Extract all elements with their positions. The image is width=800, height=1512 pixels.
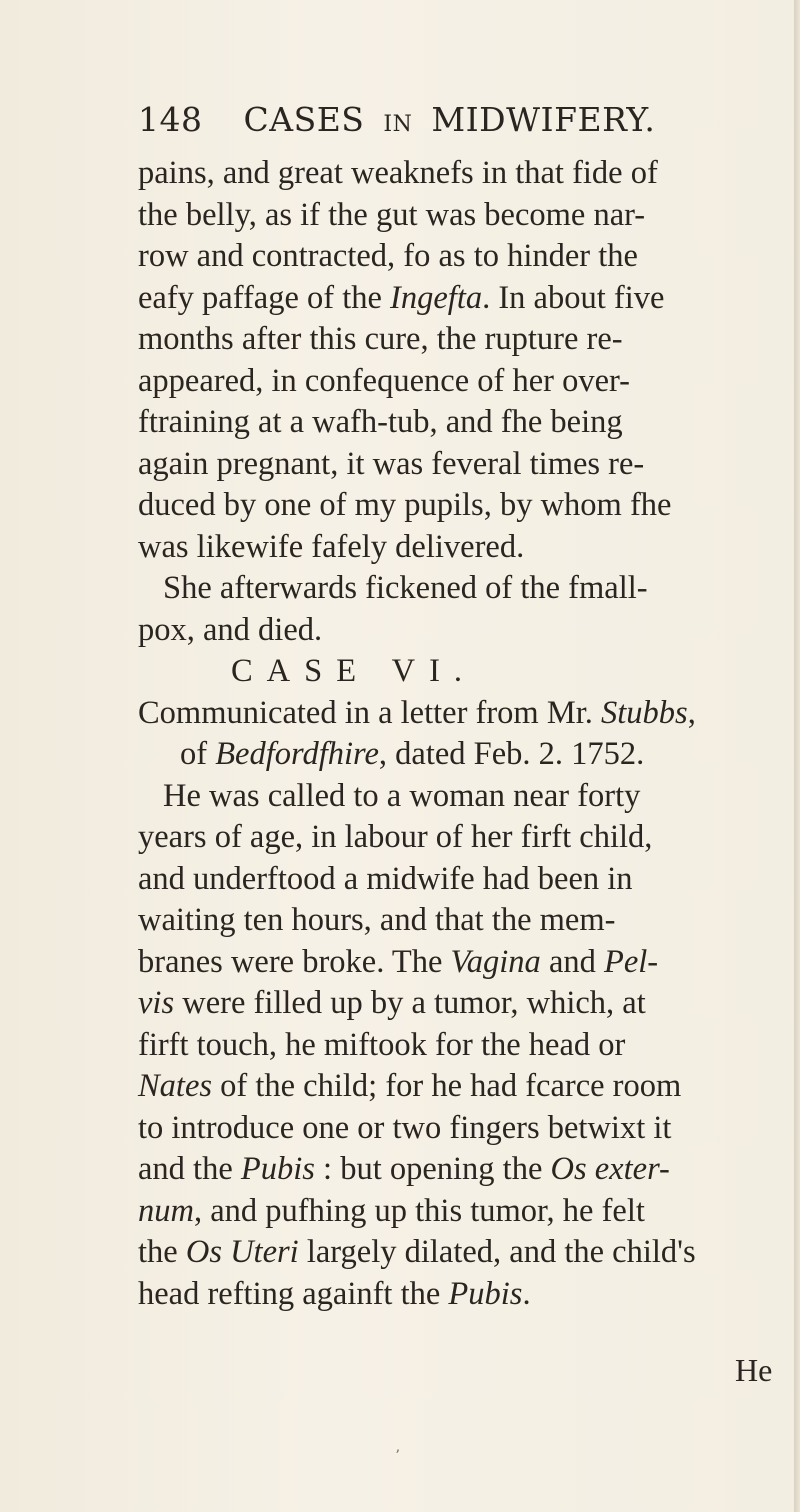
stray-ink-mark: ʼ xyxy=(395,1448,400,1464)
running-header xyxy=(138,100,768,139)
text-line: appeared, in confequence of her over- xyxy=(138,362,630,399)
text-line: vis were filled up by a tumor, which, at xyxy=(138,985,646,1021)
text-line: pox, and died. xyxy=(138,611,323,648)
text-line: head refting againft the Pubis. xyxy=(138,1275,531,1312)
text-line: waiting ten hours, and that the mem- xyxy=(138,902,616,938)
header-title-midwifery: MIDWIFERY. xyxy=(431,100,656,139)
text-line: again pregnant, it was feveral times re- xyxy=(138,445,645,482)
text-line: to introduce one or two fingers betwixt it xyxy=(138,1109,672,1146)
catchword: He xyxy=(735,1352,773,1388)
text-line: num, and pufhing up this tumor, he felt xyxy=(138,1192,645,1229)
text-line: She afterwards fickened of the fmall- xyxy=(163,570,648,606)
text-line: was likewife fafely delivered. xyxy=(138,528,525,565)
text-line: pains, and great weaknefs in that fide of xyxy=(138,155,658,191)
case-subheading: Communicated in a letter from Mr. Stubbs, xyxy=(138,694,696,731)
text-line: months after this cure, the rupture re- xyxy=(138,321,623,357)
text-line: Nates of the child; for he had fcarce room xyxy=(138,1068,682,1104)
header-title-in: IN xyxy=(383,112,413,137)
text-line: He was called to a woman near forty xyxy=(163,777,641,814)
page-number: 148 xyxy=(138,100,203,139)
text-line: the Os Uteri largely dilated, and the child's xyxy=(138,1234,696,1270)
page-edge xyxy=(794,0,800,1512)
text-line: ftraining at a wafh-tub, and fhe being xyxy=(138,404,623,440)
text-line: firft touch, he miftook for the head or xyxy=(138,1026,626,1063)
text-line: and underftood a midwife had been in xyxy=(138,860,633,897)
text-line: and the Pubis : but opening the Os exter- xyxy=(138,1151,670,1187)
header-title-cases: CASES xyxy=(243,100,365,139)
body-text xyxy=(138,153,778,1315)
text-line: duced by one of my pupils, by whom fhe xyxy=(138,487,672,523)
text-line: the belly, as if the gut was become nar- xyxy=(138,196,646,233)
case-subheading: of Bedfordfhire, dated Feb. 2. 1752. xyxy=(180,736,645,772)
text-line: row and contracted, fo as to hinder the xyxy=(138,238,638,274)
case-heading: CASE VI. xyxy=(231,653,477,689)
text-line: years of age, in labour of her firft child, xyxy=(138,819,653,855)
text-line: eafy paffage of the Ingefta. In about five xyxy=(138,279,665,316)
text-line: branes were broke. The Vagina and Pel- xyxy=(138,943,659,980)
